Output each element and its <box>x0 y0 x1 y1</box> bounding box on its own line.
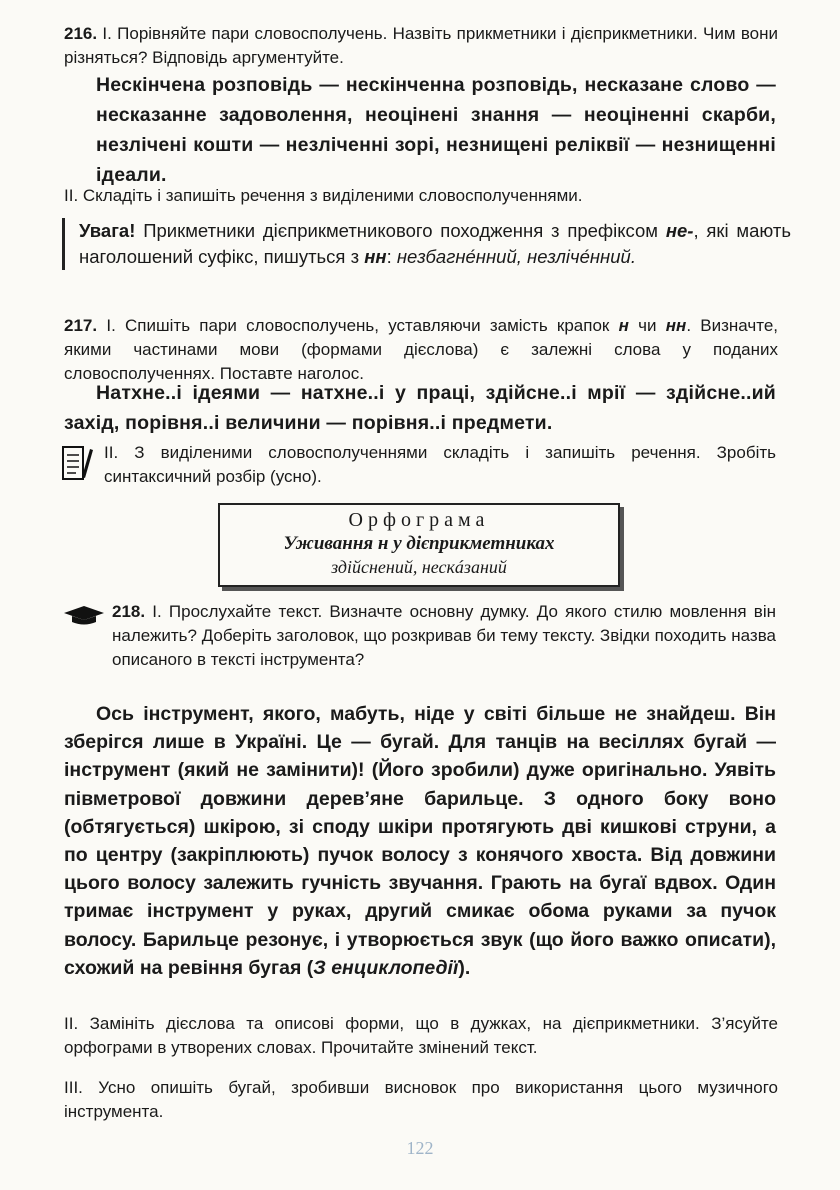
ex217-task1b: чи <box>638 316 657 335</box>
ex216-examples <box>96 70 776 190</box>
ex216-number: 216. <box>64 24 98 43</box>
orthogram-rule: Уживання н у дієприкметниках <box>283 533 555 554</box>
note-text2: , які мають наголошений суфікс, пишуться з <box>79 220 792 267</box>
ex218-text-body: Ось інструмент, якого, мабуть, ніде у світі більше не знайдеш. Він зберігся лише в Україні. Це — бугай. Для танців на весіллях бугай — інструмент (який не замінити)! (Його зробили) дуже оригінально. Уявіть півметрової довжини дерев’яне барильце. З одного боку воно (обтягується) шкірою, зі споду шкіри протягують дві кишкові струни, а по центру (закріплюють) пучок волосу з конячого хвоста. Від довжини цього волосу залежить гучність звучання. Грають на бугаї вдвох. Один тримає інструмент у руках, другий смикає обома руками за пучок волосу. Барильце резонує, і утворюється звук (що його важко описати), схожий на ревіння бугая ( <box>64 703 776 979</box>
ex217-nn: нн <box>665 316 687 335</box>
ex216-task1-text: I. Порівняйте пари словосполучень. Назвіть прикметники і дієприкметники. Чим вони різняться? Відповідь аргументуйте. <box>64 24 778 67</box>
ex217-task1c: . Визначте, якими частинами мови (формами дієслова) є залежні слова у поданих словосполученнях. Поставте наголос. <box>64 316 779 383</box>
ex218-task1 <box>112 600 776 672</box>
note-text1: Прикметники дієприкметникового походження з префіксом <box>143 220 659 241</box>
ex216-examples-text: Нескінчена розповідь — нескінченна розповідь, несказане слово — несказанне задоволення, неоцінені знання — неоціненні скарби, незлічені кошти — незліченні зорі, <box>96 74 776 156</box>
ex217-task1a: I. Спишіть пари словосполучень, уставляючи замість крапок <box>106 316 610 335</box>
ex217-task2: II. З виділеними словосполученнями складіть і запишіть речення. Зробіть синтаксичний розбір (усно). <box>104 443 776 486</box>
page-number: 122 <box>406 1138 434 1158</box>
orthogram-examples: здійснений, нескáзаний <box>331 557 507 577</box>
ex218-text-end: ). <box>458 956 471 979</box>
ex218-text <box>64 700 776 982</box>
ex218-task2: II. Замініть дієслова та описові форми, що в дужках, на дієприкметники. З’ясуйте орфограми в утворених словах. Прочитайте змінений текст. <box>64 1014 778 1057</box>
ex218-task3: III. Усно опишіть бугай, зробивши висновок про використання цього музичного інструмента. <box>64 1078 778 1121</box>
ex216-task1 <box>64 22 778 70</box>
ex217-task1 <box>64 314 778 386</box>
notebook-pencil-icon <box>60 443 94 483</box>
note-prefix: не- <box>665 220 694 241</box>
ex217-n: н <box>618 316 629 335</box>
ex218-source: З енциклопедії <box>313 956 459 979</box>
ex218-task1-text: I. Прослухайте текст. Визначте основну думку. До якого стилю мовлення він належить? Доберіть заголовок, що розкривав би тему тексту. Звідки походить назва описаного в тексті інструмента? <box>112 602 776 669</box>
ex217-number: 217. <box>64 316 98 335</box>
note-examples: незбагне́нний, незліче́нний. <box>396 246 636 267</box>
ex216-task2: II. Складіть і запишіть речення з виділеними словосполученнями. <box>64 186 583 205</box>
note-nn: нн <box>364 246 387 267</box>
note-head: Увага! <box>79 220 136 241</box>
attention-note <box>62 218 791 270</box>
orthogram-title: Орфограма <box>348 509 490 531</box>
note-text3: : <box>386 246 392 267</box>
graduation-cap-icon <box>62 604 106 626</box>
ex217-examples: Натхне..і ідеями — натхне..і у праці, здійсне..і мрії — здійсне..ий захід, порівня..і величини — порівня..і предмети. <box>64 382 776 434</box>
orthogram-box <box>218 503 620 587</box>
ex218-number: 218. <box>112 602 146 621</box>
ex216-examples-bold: незнищені реліквії — незнищенні ідеали. <box>96 134 776 186</box>
